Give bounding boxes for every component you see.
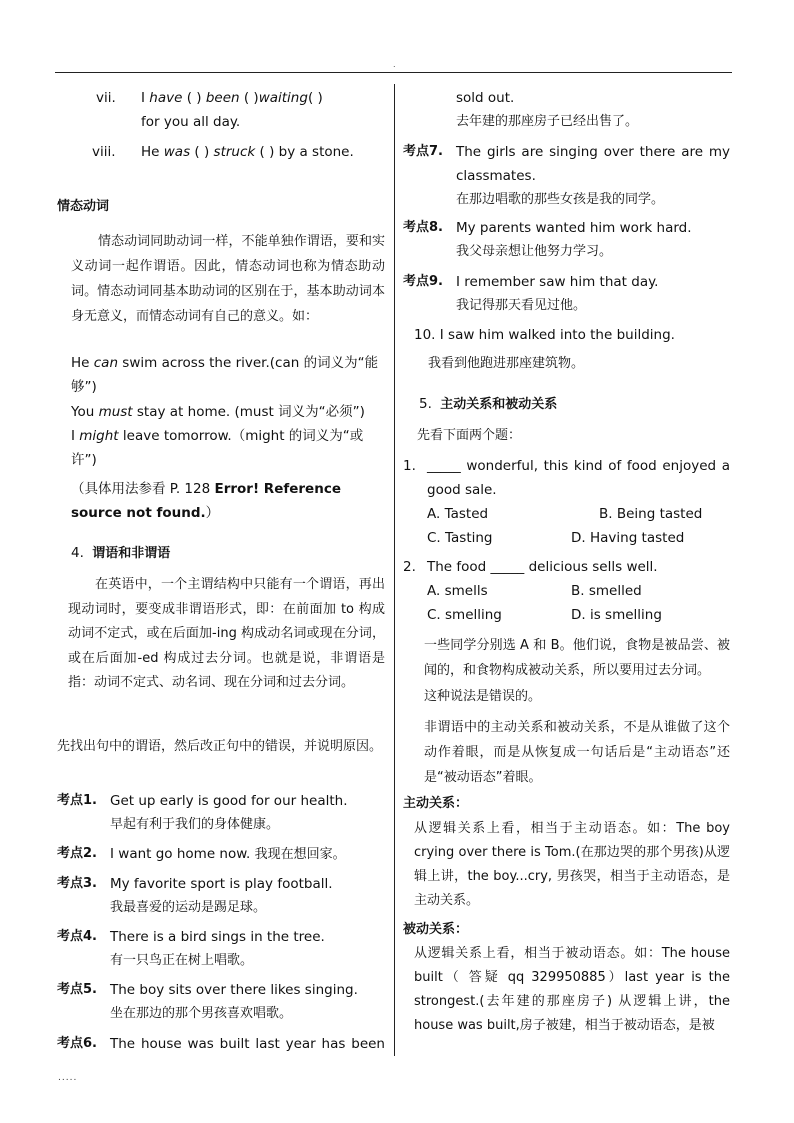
text: （具体用法参看 P. 128 bbox=[71, 481, 215, 497]
modal-example-must bbox=[71, 400, 365, 424]
text: ( ) by a stone. bbox=[255, 144, 354, 160]
point-sentence: The boy sits over there likes singing. bbox=[110, 982, 358, 998]
verb: was bbox=[163, 144, 191, 160]
text: ( ) bbox=[182, 90, 206, 106]
text: wonderful, this kind of food enjoyed a good sale. bbox=[427, 458, 730, 498]
point-sentence: There is a bird sings in the tree. bbox=[110, 929, 325, 945]
verb: been bbox=[205, 90, 240, 106]
footer-dots: ..... bbox=[58, 1073, 78, 1083]
point-sentence: Get up early is good for our health. bbox=[110, 793, 348, 809]
text: swim across the river.(can 的词义为“能够”) bbox=[71, 355, 379, 395]
option: B. Being tasted bbox=[599, 506, 703, 522]
section-4-heading bbox=[71, 541, 170, 566]
point-sentence: The girls are singing over there are my classmates. bbox=[456, 144, 730, 184]
header-dot: . bbox=[393, 60, 396, 69]
text: delicious sells well. bbox=[524, 559, 658, 575]
section-title: 谓语和非谓语 bbox=[92, 546, 171, 561]
question-2-stem bbox=[427, 555, 658, 579]
text: ( ) bbox=[190, 144, 214, 160]
verb: struck bbox=[213, 144, 256, 160]
point-translation: 在那边唱歌的那些女孩是我的同学。 bbox=[456, 192, 665, 207]
option: C. smelling bbox=[427, 607, 502, 623]
active-relation-heading: 主动关系： bbox=[403, 796, 469, 811]
reference-note bbox=[71, 477, 387, 525]
point-6-continuation: sold out. bbox=[456, 90, 515, 106]
analysis-paragraph: 一些同学分别选 A 和 B。他们说，食物是被品尝、被闻的，和食物构成被动关系，所以要用过去分词。 bbox=[424, 638, 730, 678]
point-translation: 有一只鸟正在树上唱歌。 bbox=[110, 953, 254, 968]
point-label: 考点4. bbox=[57, 929, 97, 944]
text: leave tomorrow.（might 的词义为“或许”) bbox=[71, 428, 364, 468]
point-translation: 我记得那天看见过他。 bbox=[456, 298, 587, 313]
option: C. Tasting bbox=[427, 530, 493, 546]
point-label: 考点6. bbox=[57, 1036, 97, 1051]
point-10-sentence: 10. I saw him walked into the building. bbox=[414, 327, 675, 343]
point-label: 考点9. bbox=[403, 274, 443, 289]
modal-example-might bbox=[71, 424, 385, 472]
modal-verb: might bbox=[79, 428, 119, 444]
roman-item-vii-sentence bbox=[141, 86, 323, 110]
answer-blank: _____ bbox=[490, 559, 525, 575]
column-divider bbox=[394, 84, 395, 1056]
modal-example-can bbox=[71, 351, 385, 399]
passive-relation-paragraph: 从逻辑关系上看，相当于被动语态。如：The house built（ 答疑 qq 329950885）last year is the strongest.(去年建的那座房子) 从逻辑上讲，the house was built,房子被建，相当于被动语态，是被 bbox=[414, 946, 730, 1033]
text: stay at home. (must 词义为“必须”) bbox=[132, 404, 365, 420]
point-sentence: I remember saw him that day. bbox=[456, 274, 659, 290]
section-4-paragraph: 在英语中，一个主谓结构中只能有一个谓语，再出现动词时，要变成非谓语形式，即：在前面加 to 构成动词不定式，或在后面加-ing 构成动名词或现在分词，或在后面加-ed 构成过去分词。也就是说，非谓语是指：动词不定式、动名词、现在分词和过去分词。 bbox=[68, 577, 385, 690]
text: I bbox=[141, 90, 150, 106]
section-5-intro: 先看下面两个题： bbox=[417, 428, 522, 443]
modal-verb: must bbox=[98, 404, 133, 420]
option: A. Tasted bbox=[427, 506, 489, 522]
point-translation: 我看到他跑进那座建筑物。 bbox=[428, 356, 585, 371]
point-label: 考点5. bbox=[57, 982, 97, 997]
question-number: 2. bbox=[403, 559, 416, 575]
reference-error: Error! Reference source not found. bbox=[71, 481, 341, 521]
text: He bbox=[71, 355, 94, 371]
modal-verbs-heading: 情态动词 bbox=[57, 199, 110, 214]
section-5-heading bbox=[419, 392, 557, 417]
point-sentence bbox=[110, 842, 346, 867]
question-number: 1. bbox=[403, 458, 416, 474]
analysis-note: 这种说法是错误的。 bbox=[424, 689, 542, 704]
active-relation-paragraph: 从逻辑关系上看，相当于主动语态。如：The boy crying over there is Tom.(在那边哭的那个男孩)从逻辑上讲，the boy...cry, 男孩哭，相当于主动语态，是主动关系。 bbox=[414, 821, 730, 908]
point-translation: 我父母亲想让他努力学习。 bbox=[456, 244, 613, 259]
roman-item-viii: viii. bbox=[92, 144, 116, 160]
roman-item-vii-cont: for you all day. bbox=[141, 114, 241, 130]
point-label: 考点7. bbox=[403, 144, 443, 159]
point-sentence: My parents wanted him work hard. bbox=[456, 220, 692, 236]
question-1-stem bbox=[427, 454, 730, 502]
text: The food bbox=[427, 559, 491, 575]
header-rule bbox=[55, 72, 732, 73]
point-label: 考点2. bbox=[57, 846, 97, 861]
passive-relation-heading: 被动关系： bbox=[403, 922, 469, 937]
modal-verb: can bbox=[93, 355, 119, 371]
point-sentence: My favorite sport is play football. bbox=[110, 876, 333, 892]
point-sentence: The house was built last year has been bbox=[110, 1036, 385, 1052]
point-translation: 坐在那边的那个男孩喜欢唱歌。 bbox=[110, 1006, 293, 1021]
section-number: 4. bbox=[71, 545, 84, 561]
option: A. smells bbox=[427, 583, 488, 599]
verb: have bbox=[149, 90, 183, 106]
text: He bbox=[141, 144, 164, 160]
text: ( ) bbox=[307, 90, 323, 106]
text: ） bbox=[205, 505, 220, 521]
point-label: 考点3. bbox=[57, 876, 97, 891]
text: I want go home now. bbox=[110, 846, 251, 862]
analysis-paragraph: 非谓语中的主动关系和被动关系，不是从谁做了这个动作着眼，而是从恢复成一句话后是“主动语态”还是“被动语态”着眼。 bbox=[424, 720, 730, 785]
roman-item-vii bbox=[96, 86, 116, 110]
text: You bbox=[71, 404, 99, 420]
text: ( ) bbox=[239, 90, 259, 106]
roman-item-viii-sentence bbox=[141, 140, 354, 164]
verb: waiting bbox=[258, 90, 308, 106]
answer-blank: _____ bbox=[427, 458, 461, 474]
point-label: 考点1. bbox=[57, 793, 97, 808]
point-translation: 我最喜爱的运动是踢足球。 bbox=[110, 900, 267, 915]
task-instruction: 先找出句中的谓语，然后改正句中的错误，并说明原因。 bbox=[57, 739, 383, 754]
modal-verbs-paragraph: 情态动词同助动词一样，不能单独作谓语，要和实义动词一起作谓语。因此，情态动词也称为情态助动词。情态动词同基本助动词的区别在于，基本助动词本身无意义，而情态动词有自己的意义。如： bbox=[71, 234, 385, 324]
text: I bbox=[71, 428, 80, 444]
option: B. smelled bbox=[571, 583, 642, 599]
point-translation: 去年建的那座房子已经出售了。 bbox=[456, 114, 639, 129]
section-number: 5. bbox=[419, 396, 432, 412]
item-number: vii. bbox=[96, 90, 116, 106]
point-label: 考点8. bbox=[403, 220, 443, 235]
option: D. is smelling bbox=[571, 607, 662, 623]
section-title: 主动关系和被动关系 bbox=[440, 397, 558, 412]
point-translation: 早起有利于我们的身体健康。 bbox=[110, 817, 280, 832]
option: D. Having tasted bbox=[571, 530, 685, 546]
point-translation: 我现在想回家。 bbox=[254, 847, 346, 862]
